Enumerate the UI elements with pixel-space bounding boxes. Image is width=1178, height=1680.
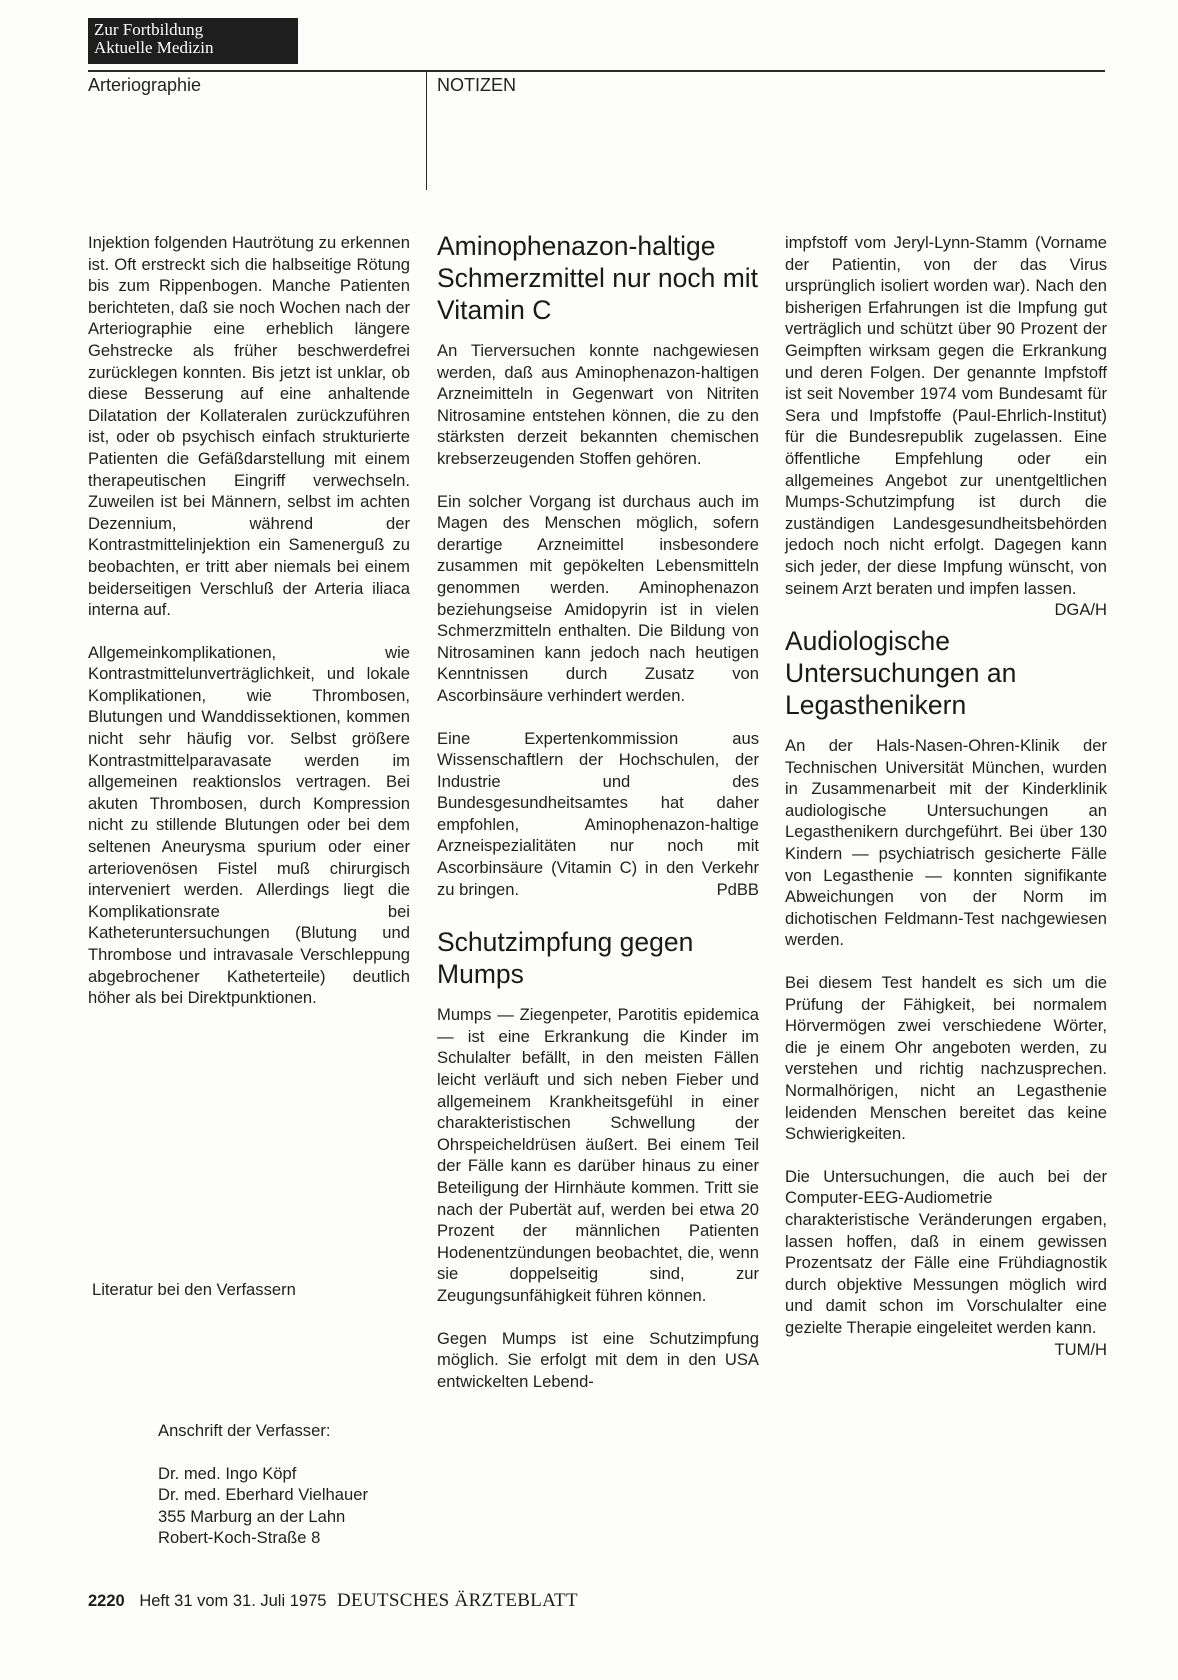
paragraph: An der Hals-Nasen-Ohren-Klinik der Technischen Universität München, wurden in Zusammenarbeit mit der Kinderklinik audiologische Untersuchungen an Legasthenikern durchgeführt. Bei über 130 Kindern — psychiatrisch gesicherte Fälle von Legasthenie — konnten signifikante Abweichungen von der Norm im dichotischen Feldmann-Test nachgewiesen werden. xyxy=(785,736,1107,950)
paragraph-text: Eine Expertenkommission aus Wissenschaftlern der Hochschulen, der Industrie und des Bundesgesundheitsamtes hat daher empfohlen, Aminophenazon-haltige Arzneispezialitäten nur noch mit Ascorbinsäure (Vitamin C) in den Verkehr zu bringen. xyxy=(437,728,759,899)
paragraph: Mumps — Ziegenpeter, Parotitis epidemica — ist eine Erkrankung die Kinder im Schulalter befällt, in den meisten Fällen leicht verläuft und sich neben Fieber und allgemeinem Krankheitsgefühl in einer charakteristischen Schwellung der Ohrspeicheldrüsen äußert. Bei einem Teil der Fälle kann es darüber hinaus zu einer Beteiligung der Hirnhäute kommen. Tritt sie nach der Pubertät auf, werden bei etwa 20 Prozent der männlichen Patienten Hodenentzündungen beobachtet, die, wenn sie doppelseitig sind, zur Zeugungsunfähigkeit führen können. xyxy=(437,1005,759,1305)
issue-info: Heft 31 vom 31. Juli 1975 xyxy=(139,1592,327,1610)
paragraph xyxy=(785,232,1107,620)
column-right xyxy=(785,232,1107,1360)
article-heading: Schutzimpfung gegen Mumps xyxy=(437,927,694,990)
section-badge xyxy=(88,18,298,64)
address-line: Robert-Koch-Straße 8 xyxy=(158,1528,321,1548)
paragraph: Injektion folgenden Hautrötung zu erkennen ist. Oft erstreckt sich die halbseitige Rötung bis zum Rippenbogen. Manche Patienten berichteten, daß sie noch Wochen nach der Arteriographie eine erheblich längere Gehstrecke als früher beschwerdefrei zurücklegen konnten. Bis jetzt ist unklar, ob diese Besserung auf eine anhaltende Dilatation der Kollateralen zurückzuführen ist, oder ob psychisch einfach strukturierte Patienten die Gefäßdarstellung mit einem therapeutischen Eingriff verwechseln. Zuweilen ist bei Männern, selbst im achten Dezennium, während der Kontrastmittelinjektion ein Samenerguß zu beobachten, er tritt aber niemals bei einem beiderseitigen Verschluß der Arteria iliaca interna auf. xyxy=(88,233,410,620)
page-footer xyxy=(88,1590,578,1612)
paragraph: Ein solcher Vorgang ist durchaus auch im Magen des Menschen möglich, sofern derartige Arzneimittel insbesondere zusammen mit gepökelten Lebensmitteln genommen werden. Aminophenazon beziehungseise Amidopyrin ist in vielen Schmerzmitteln enthalten. Die Bildung von Nitrosaminen kann jedoch nach heutigen Kenntnissen durch Zusatz von Ascorbinsäure verhindert werden. xyxy=(437,491,759,705)
column-divider xyxy=(426,70,427,190)
header-rule xyxy=(88,70,1105,72)
author-signature: PdBB xyxy=(716,879,759,899)
column-left xyxy=(88,232,410,1009)
address-line: Dr. med. Ingo Köpf xyxy=(158,1463,297,1483)
page-number: 2220 xyxy=(88,1592,125,1610)
address-line: Dr. med. Eberhard Vielhauer xyxy=(158,1485,368,1505)
paragraph: Allgemeinkomplikationen, wie Kontrastmittelunverträglichkeit, und lokale Komplikationen, wie Thrombosen, Blutungen und Wanddissektionen, kommen nicht sehr häufig vor. Selbst größere Kontrastmittelparavasate werden im allgemeinen reaktionslos vertragen. Bei akuten Thrombosen, durch Kompression nicht zu stillende Blutungen oder bei dem seltenen Aneurysma spurium oder einer arteriovenösen Fistel muß chirurgisch interveniert werden. Allerdings liegt die Komplikationsrate bei Katheteruntersuchungen (Blutung und Thrombose und intravasale Verschleppung abgebrochener Katheterteile) deutlich höher als bei Direktpunktionen. xyxy=(88,642,410,1008)
journal-name: DEUTSCHES ÄRZTEBLATT xyxy=(337,1590,578,1611)
literature-note: Literatur bei den Verfassern xyxy=(92,1280,296,1299)
section-title-right: NOTIZEN xyxy=(437,75,516,95)
article-heading: Audiologische Untersuchungen an Legasthenikern xyxy=(785,626,1017,721)
author-address xyxy=(158,1420,368,1549)
article-heading: Aminophenazon-haltige Schmerzmittel nur noch mit Vitamin C xyxy=(437,231,759,325)
paragraph: Bei diesem Test handelt es sich um die Prüfung der Fähigkeit, bei normalem Hörvermögen zwei verschiedene Wörter, die je einem Ohr angeboten werden, zu verstehen und richtig nachzusprechen. Normalhörigen, nicht an Legasthenie leidenden Menschen bereitet das keine Schwierigkeiten. xyxy=(785,973,1107,1144)
address-line: 355 Marburg an der Lahn xyxy=(158,1506,346,1526)
badge-line-1: Zur Fortbildung xyxy=(94,20,204,39)
paragraph: An Tierversuchen konnte nachgewiesen werden, daß aus Aminophenazon-haltigen Arzneimitteln in Gegenwart von Nitriten Nitrosamine entstehen können, die zu den stärksten derzeit bekannten chemischen krebserzeugenden Stoffen gehören. xyxy=(437,341,759,468)
section-title-left: Arteriographie xyxy=(88,75,202,95)
author-signature: TUM/H xyxy=(1054,1339,1107,1359)
paragraph: Gegen Mumps ist eine Schutzimpfung möglich. Sie erfolgt mit dem in den USA entwickelten Lebend- xyxy=(437,1328,759,1391)
paragraph xyxy=(785,1166,1107,1359)
author-signature: DGA/H xyxy=(1054,600,1107,620)
paragraph xyxy=(437,728,759,901)
paragraph-text: impfstoff vom Jeryl-Lynn-Stamm (Vorname der Patientin, von der das Virus ursprünglich isoliert worden war). Nach den bisherigen Erfahrungen ist die Impfung gut verträglich und schützt über 90 Prozent der Geimpften wirksam gegen die Erkrankung und deren Folgen. Der genannte Impfstoff ist seit November 1974 vom Bundesamt für Sera und Impfstoffe (Paul-Ehrlich-Institut) für die Bundesrepublik zugelassen. Eine öffentliche Empfehlung oder ein allgemeines Angebot zur unentgeltlichen Mumps-Schutzimpfung ist durch die zuständigen Landesgesundheitsbehörden jedoch noch nicht erfolgt. Dagegen kann sich jeder, der diese Impfung wünscht, von seinem Arzt beraten und impfen lassen. xyxy=(785,233,1107,598)
paragraph-text: Die Untersuchungen, die auch bei der Computer-EEG-Audiometrie charakteristische Veränderungen ergaben, lassen hoffen, daß in einem gewissen Prozentsatz der Fälle eine Frühdiagnostik durch objektive Messungen möglich wird und damit schon im Vorschulalter eine gezielte Therapie eingeleitet werden kann. xyxy=(785,1166,1107,1337)
column-middle xyxy=(437,230,759,1392)
address-label: Anschrift der Verfasser: xyxy=(158,1421,331,1440)
badge-line-2: Aktuelle Medizin xyxy=(94,38,214,57)
